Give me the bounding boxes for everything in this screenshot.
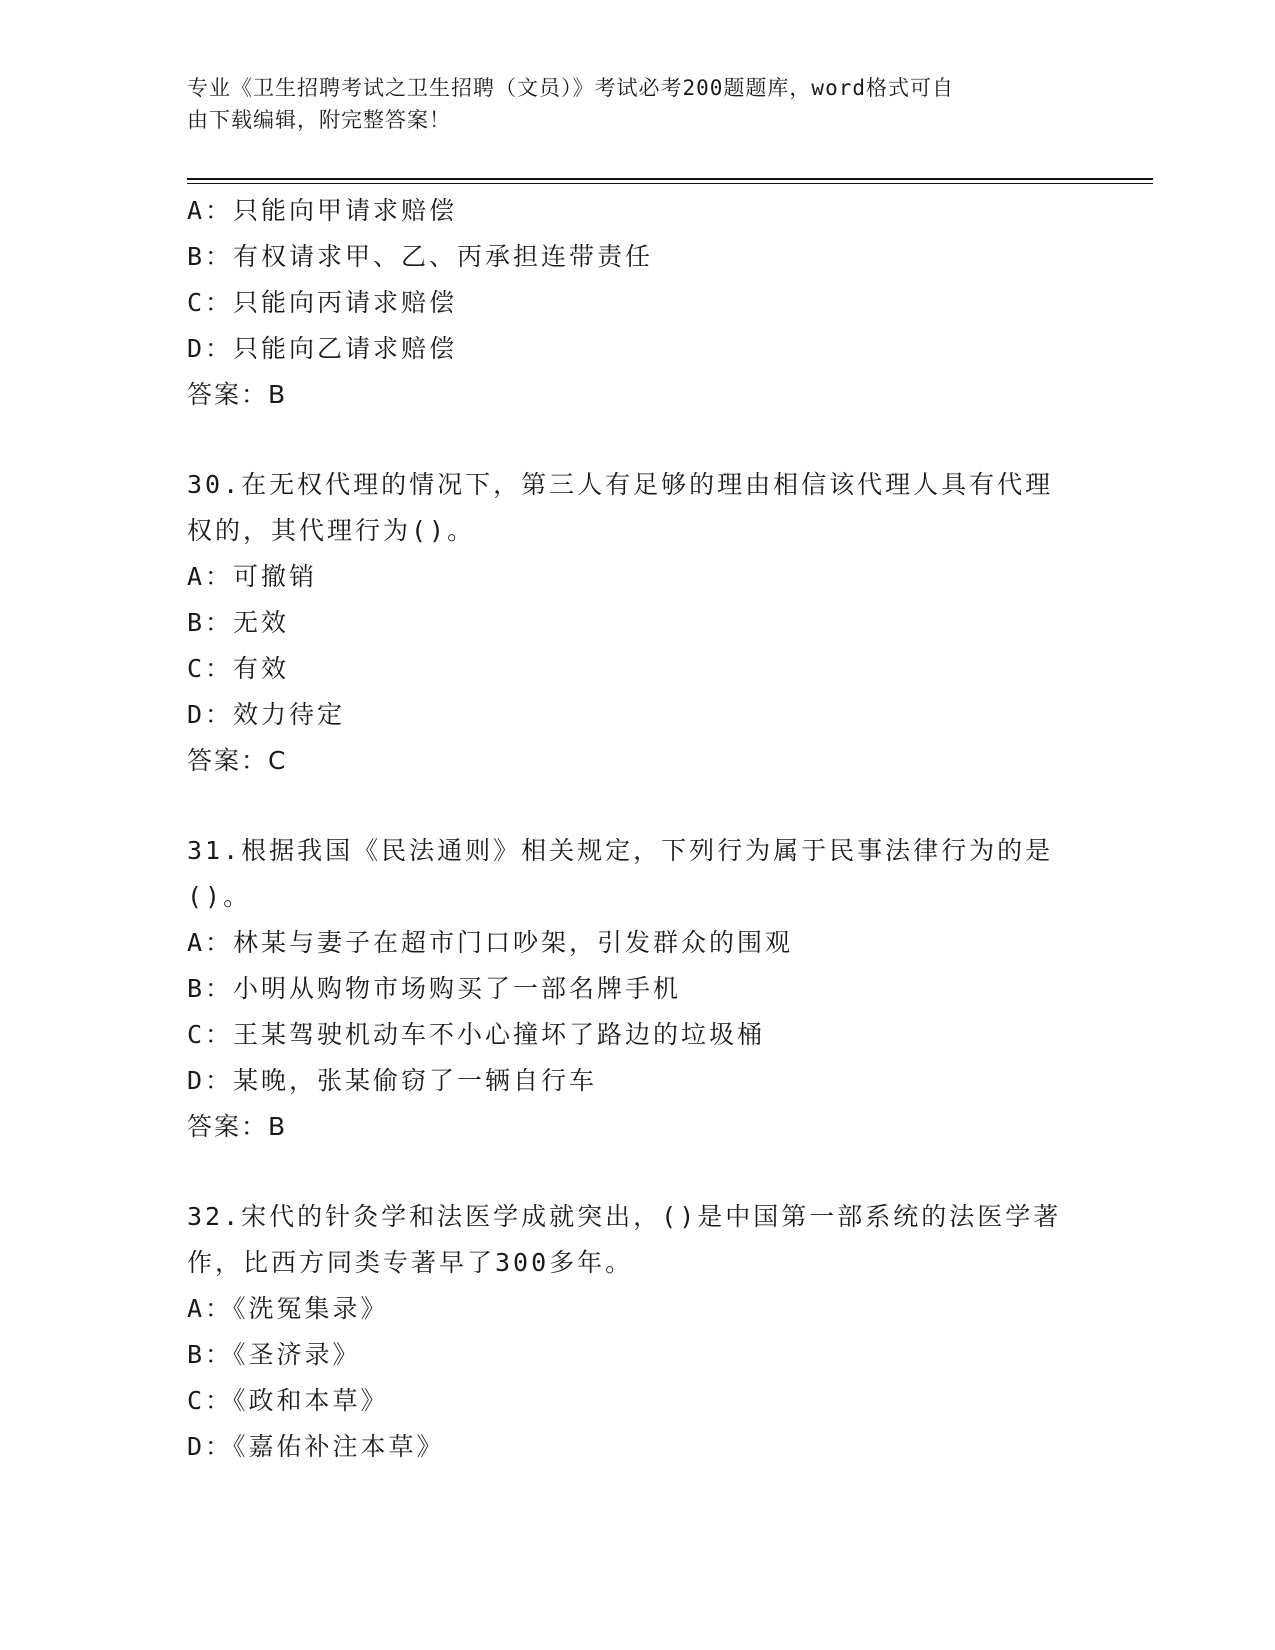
question-stem-line-1: 31.根据我国《民法通则》相关规定，下列行为属于民事法律行为的是 [187,836,1054,865]
question-list [187,188,1087,1470]
document-header [187,72,1087,136]
question-stem-line-2: 权的，其代理行为()。 [187,516,476,545]
option-a: A：可撤销 [187,562,318,591]
option-b: B：《圣济录》 [187,1340,361,1369]
option-a: A：林某与妻子在超市门口吵架，引发群众的围观 [187,928,794,957]
question-stem-line-1: 30.在无权代理的情况下，第三人有足够的理由相信该代理人具有代理 [187,470,1054,499]
question-stem-line-2: 作，比西方同类专著早了300多年。 [187,1248,634,1277]
header-line-2: 由下载编辑，附完整答案！ [187,108,451,132]
header-divider-thick [187,178,1153,180]
option-b: B：有权请求甲、乙、丙承担连带责任 [187,242,654,271]
question-stem-line-2: ()。 [187,882,252,911]
answer: 答案：B [187,1112,288,1141]
option-c: C：《政和本草》 [187,1386,389,1415]
question-stem-line-1: 32.宋代的针灸学和法医学成就突出，()是中国第一部系统的法医学著 [187,1202,1062,1231]
question-31 [187,828,1087,1150]
option-b: B：小明从购物市场购买了一部名牌手机 [187,974,682,1003]
option-a: A：《洗冤集录》 [187,1294,389,1323]
answer: 答案：B [187,380,288,409]
question-30 [187,462,1087,784]
option-a: A：只能向甲请求赔偿 [187,196,458,225]
option-c: C：只能向丙请求赔偿 [187,288,458,317]
option-b: B：无效 [187,608,290,637]
option-d: D：效力待定 [187,700,346,729]
option-d: D：某晚，张某偷窃了一辆自行车 [187,1066,598,1095]
header-divider-thin [187,183,1153,184]
question-32 [187,1194,1087,1470]
option-d: D：《嘉佑补注本草》 [187,1432,445,1461]
option-c: C：有效 [187,654,290,683]
option-c: C：王某驾驶机动车不小心撞坏了路边的垃圾桶 [187,1020,766,1049]
answer: 答案：C [187,746,288,775]
question-29 [187,188,1087,418]
header-line-1: 专业《卫生招聘考试之卫生招聘（文员）》考试必考200题题库，word格式可自 [187,76,954,100]
option-d: D：只能向乙请求赔偿 [187,334,458,363]
